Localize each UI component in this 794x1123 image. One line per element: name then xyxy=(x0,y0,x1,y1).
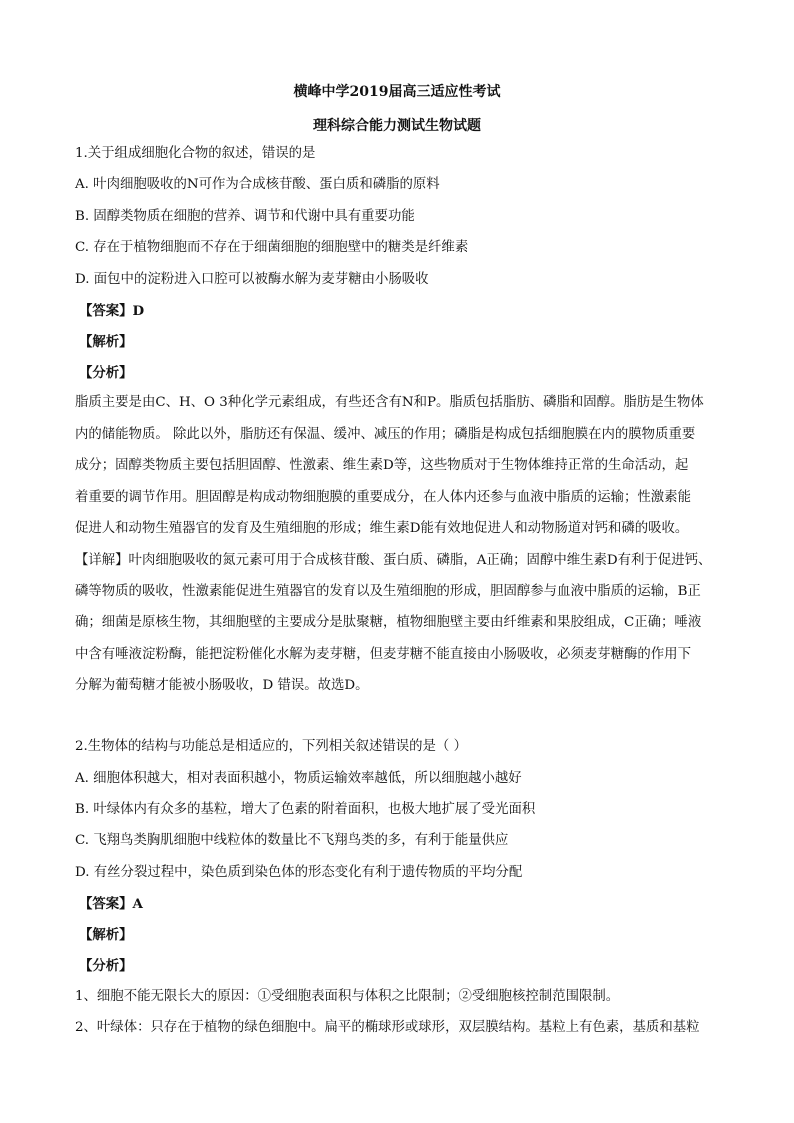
question-1-option-d: D. 面包中的淀粉进入口腔可以被酶水解为麦芽糖由小肠吸收 xyxy=(75,272,429,287)
question-1-fenxi-line: 促进人和动物生殖器官的发育及生殖细胞的形成；维生素D能有效地促进人和动物肠道对钙和磷的吸收。 xyxy=(75,521,689,536)
question-1-detail-line: 分解为葡萄糖才能被小肠吸收，D 错误。故选D。 xyxy=(75,678,369,693)
document-title: 横峰中学2019届高三适应性考试 xyxy=(293,84,501,100)
question-2-option-d: D. 有丝分裂过程中，染色质到染色体的形态变化有利于遗传物质的平均分配 xyxy=(75,865,523,880)
question-1-fenxi-line: 内的储能物质。 除此以外，脂肪还有保温、缓冲、减压的作用；磷脂是构成包括细胞膜在内的膜物质重要 xyxy=(75,427,696,442)
question-1-fenxi-line: 脂质主要是由C、H、O 3种化学元素组成，有些还含有N和P。脂质包括脂肪、磷脂和固醇。脂肪是生物体 xyxy=(75,395,704,410)
question-1-detail-line: 中含有唾液淀粉酶，能把淀粉催化水解为麦芽糖，但麦芽糖不能直接由小肠吸收，必须麦芽糖酶的作用下 xyxy=(75,647,691,662)
question-2-fenxi-line: 1、细胞不能无限长大的原因：①受细胞表面积与体积之比限制；②受细胞核控制范围限制。 xyxy=(75,989,620,1004)
question-1-stem: 1.关于组成细胞化合物的叙述，错误的是 xyxy=(75,146,316,161)
question-1-fenxi-line: 成分；固醇类物质主要包括胆固醇、性激素、维生素D等，这些物质对于生物体维持正常的生命活动，起 xyxy=(75,458,689,473)
question-2-option-b: B. 叶绿体内有众多的基粒，增大了色素的附着面积，也极大地扩展了受光面积 xyxy=(75,802,536,817)
question-1-detail-line: 【详解】叶肉细胞吸收的氮元素可用于合成核苷酸、蛋白质、磷脂，A正确；固醇中维生素D有利于促进钙、 xyxy=(75,553,712,568)
question-2-fenxi-heading: 【分析】 xyxy=(79,958,133,974)
question-1-option-a: A. 叶肉细胞吸收的N可作为合成核苷酸、蛋白质和磷脂的原料 xyxy=(75,177,440,192)
question-1-fenxi-line: 着重要的调节作用。胆固醇是构成动物细胞膜的重要成分，在人体内还参与血液中脂质的运输；性激素能 xyxy=(75,490,691,505)
question-2-fenxi-line: 2、叶绿体：只存在于植物的绿色细胞中。扁平的椭球形或球形，双层膜结构。基粒上有色素，基质和基粒 xyxy=(75,1020,700,1035)
question-1-detail-line: 磷等物质的吸收，性激素能促进生殖器官的发育以及生殖细胞的形成，胆固醇参与血液中脂质的运输，B正 xyxy=(75,584,701,599)
question-2-analysis-heading: 【解析】 xyxy=(79,927,133,943)
question-2-stem: 2.生物体的结构与功能总是相适应的，下列相关叙述错误的是（ ） xyxy=(75,739,467,754)
question-1-detail-line: 确；细菌是原核生物，其细胞壁的主要成分是肽聚糖，植物细胞壁主要由纤维素和果胶组成，C正确；唾液 xyxy=(75,615,702,630)
question-1-analysis-heading: 【解析】 xyxy=(79,334,133,350)
question-2-option-a: A. 细胞体积越大，相对表面积越小，物质运输效率越低，所以细胞越小越好 xyxy=(75,771,522,786)
document-subtitle: 理科综合能力测试生物试题 xyxy=(313,118,481,134)
question-2-option-c: C. 飞翔鸟类胸肌细胞中线粒体的数量比不飞翔鸟类的多，有利于能量供应 xyxy=(75,833,509,848)
question-1-fenxi-heading: 【分析】 xyxy=(79,365,133,381)
question-1-option-b: B. 固醇类物质在细胞的营养、调节和代谢中具有重要功能 xyxy=(75,209,415,224)
question-1-answer: 【答案】D xyxy=(79,303,145,319)
question-2-answer: 【答案】A xyxy=(79,896,143,912)
question-1-option-c: C. 存在于植物细胞而不存在于细菌细胞的细胞壁中的糖类是纤维素 xyxy=(75,240,469,255)
